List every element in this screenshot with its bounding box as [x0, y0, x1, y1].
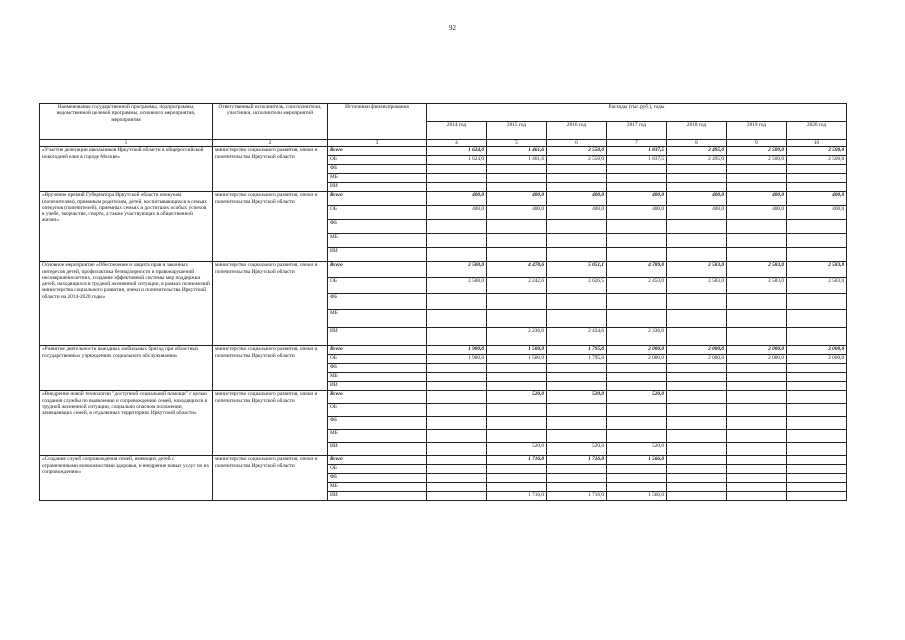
col-num: 3 [328, 140, 427, 147]
expense-value [427, 492, 487, 501]
expense-value [547, 234, 607, 248]
funding-source: ОБ [328, 465, 427, 474]
expense-value [427, 417, 487, 430]
activity-name: Основное мероприятие «Обеспечение и защита прав и законных интересов детей, профилактика безнадзорности и правонарушений несовершеннолетних, создание эффективной системы мер поддержки детей, находящихся в трудной жизненной ситуации, в рамках полномочий министерства социального развития, опеки и попечительства Иркутской области на 2014-2020 годы» [40, 262, 213, 346]
expense-value [487, 294, 547, 310]
expense-value [667, 373, 727, 382]
expense-value: 2 500,0 [787, 147, 847, 156]
expense-value: 4 789,0 [607, 262, 667, 278]
expense-value [427, 234, 487, 248]
expense-value: 400,0 [727, 206, 787, 220]
expense-value: 2 500,0 [727, 147, 787, 156]
col-num: 9 [727, 140, 787, 147]
expense-value [667, 483, 727, 492]
expense-value: 400,0 [547, 192, 607, 206]
funding-source: Всего [328, 391, 427, 404]
expense-value [607, 430, 667, 443]
expense-value: 400,0 [727, 192, 787, 206]
expense-value [787, 483, 847, 492]
funding-source: МБ [328, 310, 427, 328]
expense-value: 1 900,0 [427, 355, 487, 364]
expense-value [427, 474, 487, 483]
expense-value [607, 248, 667, 262]
expense-value [727, 310, 787, 328]
expense-value: 2 550,0 [547, 156, 607, 165]
expense-value: 2 583,0 [787, 278, 847, 294]
expense-value: 400,0 [667, 192, 727, 206]
expense-value [787, 456, 847, 465]
expense-value [427, 220, 487, 234]
expense-value [607, 174, 667, 183]
expense-value [607, 373, 667, 382]
expense-value [427, 165, 487, 174]
expense-value: 400,0 [487, 192, 547, 206]
expense-value [487, 165, 547, 174]
expense-value [667, 492, 727, 501]
expense-value: 400,0 [607, 206, 667, 220]
expense-value [667, 310, 727, 328]
expense-value: 1 500,9 [487, 355, 547, 364]
activity-name: «Развитие деятельности выездных мобильных бригад при областных государственных учреждениях социального обслуживания» [40, 346, 213, 391]
expense-value: 400,0 [427, 192, 487, 206]
expense-value [607, 404, 667, 417]
expense-value: 400,0 [787, 206, 847, 220]
expense-value: 2 500,0 [787, 156, 847, 165]
expense-value [427, 248, 487, 262]
funding-source: ИИ [328, 382, 427, 391]
expense-value [487, 373, 547, 382]
expense-value: 2 495,0 [667, 156, 727, 165]
expense-value [787, 417, 847, 430]
expense-value [547, 483, 607, 492]
expense-value: 1 566,0 [607, 492, 667, 501]
expense-value [487, 310, 547, 328]
expense-value: 2 242,6 [487, 278, 547, 294]
expense-value [487, 183, 547, 192]
expense-value [487, 483, 547, 492]
expense-value [607, 310, 667, 328]
expense-value [487, 465, 547, 474]
activity-name: «Участие делегации школьников Иркутской области в общероссийской новогодней елке в городе Москве» [40, 147, 213, 192]
expense-value: 2 583,0 [667, 262, 727, 278]
expense-value [427, 373, 487, 382]
expense-value [787, 391, 847, 404]
expense-value: 1 716,0 [547, 492, 607, 501]
expense-value [427, 430, 487, 443]
expense-value [547, 183, 607, 192]
expense-value [727, 417, 787, 430]
expense-value: 2 000,0 [787, 346, 847, 355]
expense-value [787, 183, 847, 192]
expense-value [667, 174, 727, 183]
expense-value: 1 837,5 [607, 156, 667, 165]
expense-value [427, 465, 487, 474]
expense-value [427, 310, 487, 328]
expense-value: 5 051,1 [547, 262, 607, 278]
funding-source: ОБ [328, 355, 427, 364]
table-row [40, 391, 847, 404]
expense-value [667, 165, 727, 174]
expense-value: 2 000,0 [607, 346, 667, 355]
expense-value [727, 220, 787, 234]
expense-value: 1 716,0 [487, 456, 547, 465]
executor-name: министерство социального развития, опеки и попечительства Иркутской области [213, 346, 328, 391]
expense-value [787, 492, 847, 501]
expense-value [727, 391, 787, 404]
expense-value [727, 328, 787, 346]
funding-source: ФБ [328, 474, 427, 483]
year-2017: 2017 год [607, 122, 667, 140]
funding-source: Всего [328, 346, 427, 355]
expense-value [727, 430, 787, 443]
expense-value: 1 795,0 [547, 355, 607, 364]
expense-value: 520,0 [487, 391, 547, 404]
expense-value [427, 364, 487, 373]
expense-value: 520,0 [487, 443, 547, 456]
expense-value [727, 165, 787, 174]
header-name: Наименование государственной программы, подпрограммы, ведомственной целевой программы, основного мероприятия, мероприятия [40, 104, 213, 140]
executor-name: министерство социального развития, опеки и попечительства Иркутской области [213, 147, 328, 192]
expense-value [787, 220, 847, 234]
expense-value: 1 566,0 [607, 456, 667, 465]
col-num: 5 [487, 140, 547, 147]
funding-source: МБ [328, 174, 427, 183]
expense-value [727, 465, 787, 474]
expense-value [667, 328, 727, 346]
expense-value: 2 336,0 [607, 328, 667, 346]
funding-source: ФБ [328, 417, 427, 430]
funding-source: Всего [328, 262, 427, 278]
expense-value [667, 430, 727, 443]
executor-name: министерство социального развития, опеки и попечительства Иркутской области [213, 391, 328, 456]
funding-source: Всего [328, 147, 427, 156]
expense-value [787, 310, 847, 328]
expense-value: 1 795,0 [547, 346, 607, 355]
expense-value [787, 443, 847, 456]
expense-value [727, 174, 787, 183]
col-num: 8 [667, 140, 727, 147]
expense-value [487, 234, 547, 248]
year-2019: 2019 год [727, 122, 787, 140]
expense-value [487, 220, 547, 234]
expense-value [427, 183, 487, 192]
funding-source: Всего [328, 192, 427, 206]
funding-source: ФБ [328, 364, 427, 373]
expense-value: 2 000,0 [667, 346, 727, 355]
expense-value [427, 443, 487, 456]
expense-value [427, 391, 487, 404]
activity-name: «Внедрение новой технологии "доступной социальной помощи" с целью создания службы по выявлению и сопровождению семей, находящихся в трудной жизненной ситуации, социально опасном положении, замещающих семей, в отдаленных территориях Иркутской области» [40, 391, 213, 456]
expense-value: 520,0 [607, 391, 667, 404]
expense-value [787, 430, 847, 443]
expense-value: 2 583,0 [787, 262, 847, 278]
expense-value: 2 626,5 [547, 278, 607, 294]
funding-source: ОБ [328, 278, 427, 294]
expense-value [547, 465, 607, 474]
expense-value [547, 220, 607, 234]
expense-value [607, 364, 667, 373]
funding-source: ИИ [328, 328, 427, 346]
expense-value [787, 174, 847, 183]
expense-value: 2 583,0 [667, 278, 727, 294]
expense-value: 2 500,0 [727, 156, 787, 165]
expense-value [487, 382, 547, 391]
expense-value [787, 465, 847, 474]
expense-value [547, 165, 607, 174]
expense-value [667, 234, 727, 248]
expense-value [667, 220, 727, 234]
expense-value: 1 900,0 [427, 346, 487, 355]
expense-value: 2 500,0 [427, 262, 487, 278]
expense-value: 2 583,0 [727, 278, 787, 294]
expense-value [667, 417, 727, 430]
expense-value: 400,0 [427, 206, 487, 220]
funding-source: МБ [328, 373, 427, 382]
col-num: 1 [40, 140, 213, 147]
expense-value [727, 382, 787, 391]
expense-value: 2 000,0 [727, 346, 787, 355]
expense-value [667, 465, 727, 474]
expense-value [727, 404, 787, 417]
expense-value: 400,0 [787, 192, 847, 206]
expense-value [787, 382, 847, 391]
expense-value: 2 000,0 [727, 355, 787, 364]
expense-value [547, 310, 607, 328]
activity-name: «Вручение премий Губернатора Иркутской области опекунам (попечителям), приемным родителям, детей, воспитывающихся в семьях опекунов (попечителей), приемных семьях и достигших особых успехов в учебе, творчестве, спорте, а также участвующих в общественной жизни» [40, 192, 213, 262]
expense-value [487, 248, 547, 262]
funding-source: ИИ [328, 183, 427, 192]
funding-source: ФБ [328, 165, 427, 174]
expense-value [427, 483, 487, 492]
expense-value [487, 404, 547, 417]
table-row [40, 147, 847, 156]
expense-value: 2 453,0 [607, 278, 667, 294]
expense-value [427, 456, 487, 465]
expense-value: 520,0 [607, 443, 667, 456]
expense-value [607, 165, 667, 174]
expense-value [487, 174, 547, 183]
expense-value [787, 373, 847, 382]
expense-value [547, 294, 607, 310]
expense-value [427, 174, 487, 183]
expense-value [727, 183, 787, 192]
expense-value [727, 364, 787, 373]
funding-source: ОБ [328, 206, 427, 220]
expense-value [667, 183, 727, 192]
expense-value: 1 624,0 [427, 156, 487, 165]
expense-value [607, 183, 667, 192]
year-2020: 2020 год [787, 122, 847, 140]
expense-value: 2 000,0 [607, 355, 667, 364]
expense-value [667, 404, 727, 417]
expense-value: 2 424,6 [547, 328, 607, 346]
col-num: 2 [213, 140, 328, 147]
expense-value [547, 474, 607, 483]
expense-value [427, 404, 487, 417]
col-num: 6 [547, 140, 607, 147]
funding-source: ФБ [328, 294, 427, 310]
expense-value [547, 248, 607, 262]
header-executor: Ответственный исполнитель, соисполнители, участники, исполнители мероприятий [213, 104, 328, 140]
executor-name: министерство социального развития, опеки и попечительства Иркутской области [213, 192, 328, 262]
funding-source: ИИ [328, 443, 427, 456]
column-number-row [40, 140, 847, 147]
expense-value [667, 456, 727, 465]
expense-value [667, 294, 727, 310]
expense-value [427, 382, 487, 391]
expense-value [607, 220, 667, 234]
expense-value: 1 837,5 [607, 147, 667, 156]
funding-source: МБ [328, 234, 427, 248]
expense-value [667, 391, 727, 404]
expense-value [487, 364, 547, 373]
funding-source: ФБ [328, 220, 427, 234]
expense-value: 520,0 [547, 391, 607, 404]
expense-value [787, 364, 847, 373]
expense-value [547, 174, 607, 183]
expense-value [727, 474, 787, 483]
expense-value [727, 294, 787, 310]
expense-value: 2 495,0 [667, 147, 727, 156]
expense-value [727, 373, 787, 382]
funding-source: ИИ [328, 492, 427, 501]
expense-value: 2 000,0 [667, 355, 727, 364]
expense-value: 2 500,0 [427, 278, 487, 294]
funding-source: Всего [328, 456, 427, 465]
expense-value [727, 443, 787, 456]
col-num: 10 [787, 140, 847, 147]
expense-value [787, 294, 847, 310]
expense-value [787, 328, 847, 346]
expense-value [667, 364, 727, 373]
table-body [40, 147, 847, 501]
expense-value [607, 294, 667, 310]
header-expenses: Расходы (тыс.руб.), годы [427, 104, 847, 122]
expense-value: 2 583,0 [727, 262, 787, 278]
expense-value [547, 430, 607, 443]
col-num: 4 [427, 140, 487, 147]
expense-value [607, 465, 667, 474]
expense-value [547, 404, 607, 417]
year-2016: 2016 год [547, 122, 607, 140]
table-row [40, 262, 847, 278]
funding-source: ИИ [328, 248, 427, 262]
year-2014: 2014 год [427, 122, 487, 140]
col-num: 7 [607, 140, 667, 147]
expense-value [727, 492, 787, 501]
header-source: Источники финансирования [328, 104, 427, 140]
executor-name: министерство социального развития, опеки и попечительства Иркутской области [213, 262, 328, 346]
expense-value [487, 474, 547, 483]
expense-value [607, 474, 667, 483]
year-2015: 2015 год [487, 122, 547, 140]
table-row [40, 346, 847, 355]
expense-value: 400,0 [667, 206, 727, 220]
expense-value [727, 456, 787, 465]
expense-value [547, 417, 607, 430]
expense-value: 1 461,6 [487, 156, 547, 165]
expense-value [787, 165, 847, 174]
expense-value [547, 364, 607, 373]
funding-source: ОБ [328, 156, 427, 165]
expense-value [667, 248, 727, 262]
expense-value [547, 382, 607, 391]
expense-value [607, 234, 667, 248]
budget-table [39, 103, 847, 501]
expense-value: 1 500,9 [487, 346, 547, 355]
expense-value: 400,0 [607, 192, 667, 206]
expense-value [487, 417, 547, 430]
expense-value [427, 328, 487, 346]
expense-value [787, 404, 847, 417]
page-number: 92 [449, 24, 456, 32]
expense-value [487, 430, 547, 443]
expense-value [607, 382, 667, 391]
expense-value [787, 474, 847, 483]
expense-value: 520,0 [547, 443, 607, 456]
expense-value: 2 550,0 [547, 147, 607, 156]
expense-value: 1 716,0 [547, 456, 607, 465]
expense-value [727, 248, 787, 262]
expense-value: 1 624,0 [427, 147, 487, 156]
expense-value: 400,0 [487, 206, 547, 220]
expense-value: 1 716,0 [487, 492, 547, 501]
expense-value: 400,0 [547, 206, 607, 220]
expense-value [667, 474, 727, 483]
expense-value [727, 234, 787, 248]
expense-value [427, 294, 487, 310]
activity-name: «Создание служб сопровождения семей, имеющих детей с ограниченными возможностями здоровья, и внедрение новых услуг по их сопровождению» [40, 456, 213, 501]
expense-value [787, 248, 847, 262]
expense-value [667, 382, 727, 391]
table-row [40, 456, 847, 465]
year-2018: 2018 год [667, 122, 727, 140]
executor-name: министерство социального развития, опеки и попечительства Иркутской области [213, 456, 328, 501]
table-row [40, 192, 847, 206]
funding-source: МБ [328, 430, 427, 443]
expense-value [607, 417, 667, 430]
funding-source: МБ [328, 483, 427, 492]
funding-source: ОБ [328, 404, 427, 417]
expense-value [787, 234, 847, 248]
expense-value [547, 373, 607, 382]
expense-value [727, 483, 787, 492]
expense-value: 1 461,6 [487, 147, 547, 156]
expense-value [667, 443, 727, 456]
expense-value: 4 478,6 [487, 262, 547, 278]
expense-value [607, 483, 667, 492]
expense-value: 2 000,0 [787, 355, 847, 364]
expense-value: 2 236,0 [487, 328, 547, 346]
